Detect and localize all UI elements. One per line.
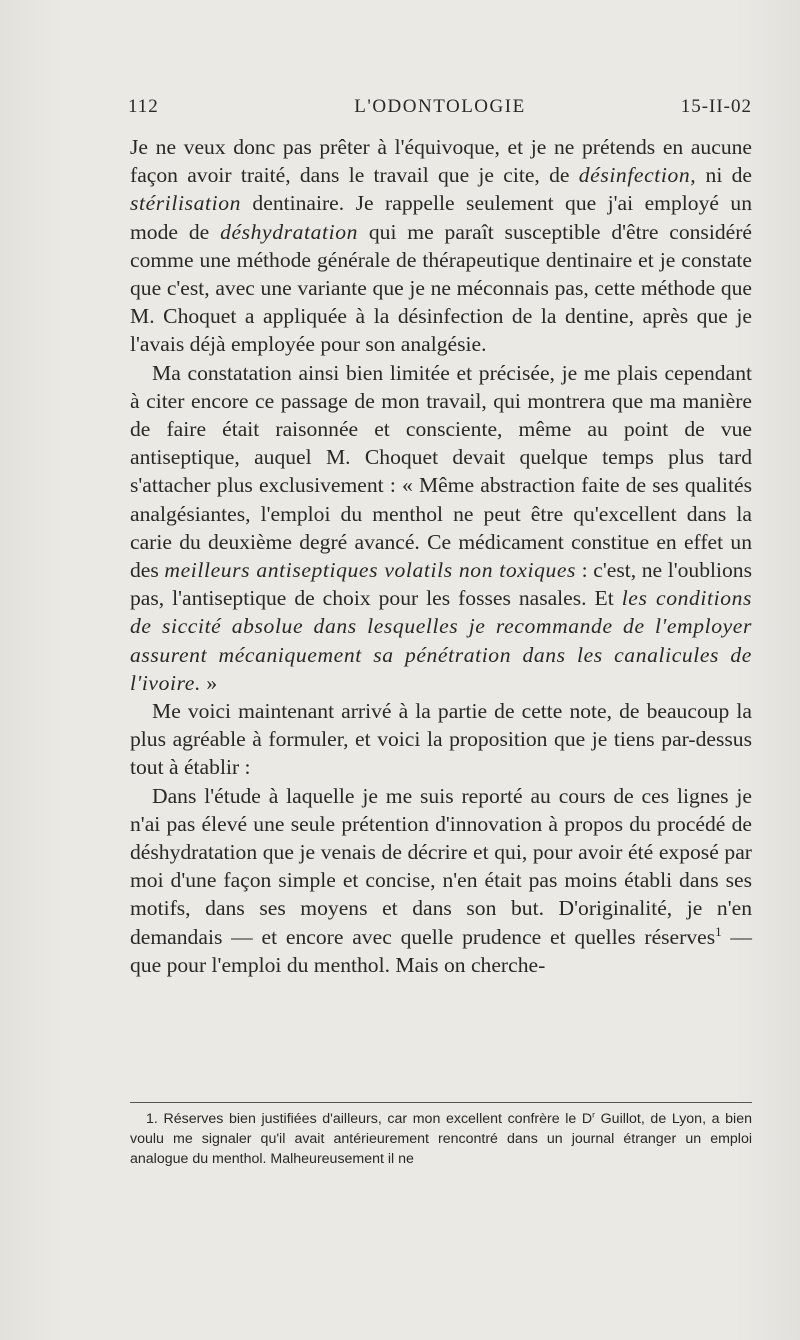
issue-date: 15-II-02	[680, 96, 752, 117]
paragraph-3	[130, 697, 752, 782]
page-number: 112	[128, 96, 159, 117]
text-run: ni de	[696, 163, 753, 188]
paragraph-4	[130, 782, 752, 979]
text-run: Me voici maintenant arrivé à la partie de cette note, de beaucoup la plus agréable à formuler, et voici la proposition que je tiens par-dessus tout à établir :	[130, 699, 752, 780]
text-run: qui me paraît susceptible d'être considéré comme une méthode générale de thérapeutique dentinaire et je constate que c'est, avec une variante que je ne méconnais pas, cette méthode que M. Choquet a appliquée à la désinfection de la dentine, après que je l'avais déjà employée pour son analgésie.	[130, 219, 752, 357]
emphasis: désinfection,	[578, 163, 697, 188]
footnote-divider	[130, 1102, 752, 1103]
paragraph-1	[130, 133, 752, 359]
body-text	[130, 133, 752, 979]
text-run: dentinaire. Je rappelle seulement que j'ai employé un mode de	[130, 191, 752, 244]
journal-title: L'ODONTOLOGIE	[354, 96, 526, 117]
running-header	[128, 96, 752, 124]
emphasis: stérilisation	[130, 191, 241, 216]
footnote-marker: 1	[715, 923, 722, 939]
emphasis: les conditions de siccité absolue dans lesquelles je recommande de l'employer assurent mécaniquement sa pénétration dans les canalicules de l'ivoire.	[130, 586, 753, 695]
text-run: Ma constatation ainsi bien limitée et précisée, je me plais cependant à citer encore ce passage de mon travail, qui montrera que ma manière de faire était raisonnée et consciente, même au point de vue antiseptique, auquel M. Choquet devait quelque temps plus tard s'attacher plus exclusivement : « Même abstraction faite de ses qualités analgésiantes, l'emploi du menthol ne peut être qu'excellent dans la carie du deuxième degré avancé. Ce médicament constitue en effet un des	[130, 360, 752, 583]
text-run: Je ne veux donc pas prêter à l'équivoque, et je ne prétends en aucune façon avoir traité, dans le travail que je cite, de	[130, 135, 752, 188]
superscript: r	[592, 1109, 596, 1120]
footnote	[130, 1109, 752, 1169]
paragraph-2	[130, 359, 752, 697]
text-run: »	[200, 670, 218, 695]
emphasis: meilleurs antiseptiques volatils non toxiques	[164, 558, 577, 583]
text-run: Guillot, de Lyon, a bien voulu me signaler qu'il avait antérieurement rencontré dans un journal étranger un emploi analogue du menthol. Malheureusement il ne	[130, 1111, 752, 1167]
text-run: 1. Réserves bien justifiées d'ailleurs, car mon excellent confrère le D	[146, 1111, 593, 1127]
text-run: — que pour l'emploi du menthol. Mais on cherche-	[130, 924, 752, 977]
text-run: Dans l'étude à laquelle je me suis reporté au cours de ces lignes je n'ai pas élevé une seule prétention d'innovation à propos du procédé de déshydratation que je venais de décrire et qui, pour avoir été exposé par moi d'une façon simple et concise, n'en était pas moins établi dans ses motifs, dans ses moyens et dans son but. D'originalité, je n'en demandais — et encore avec quelle prudence et quelles réserves	[130, 783, 752, 949]
emphasis: déshydratation	[220, 219, 359, 244]
text-run: : c'est, ne l'oublions pas, l'antiseptique de choix pour les fosses nasales. Et	[130, 558, 752, 611]
